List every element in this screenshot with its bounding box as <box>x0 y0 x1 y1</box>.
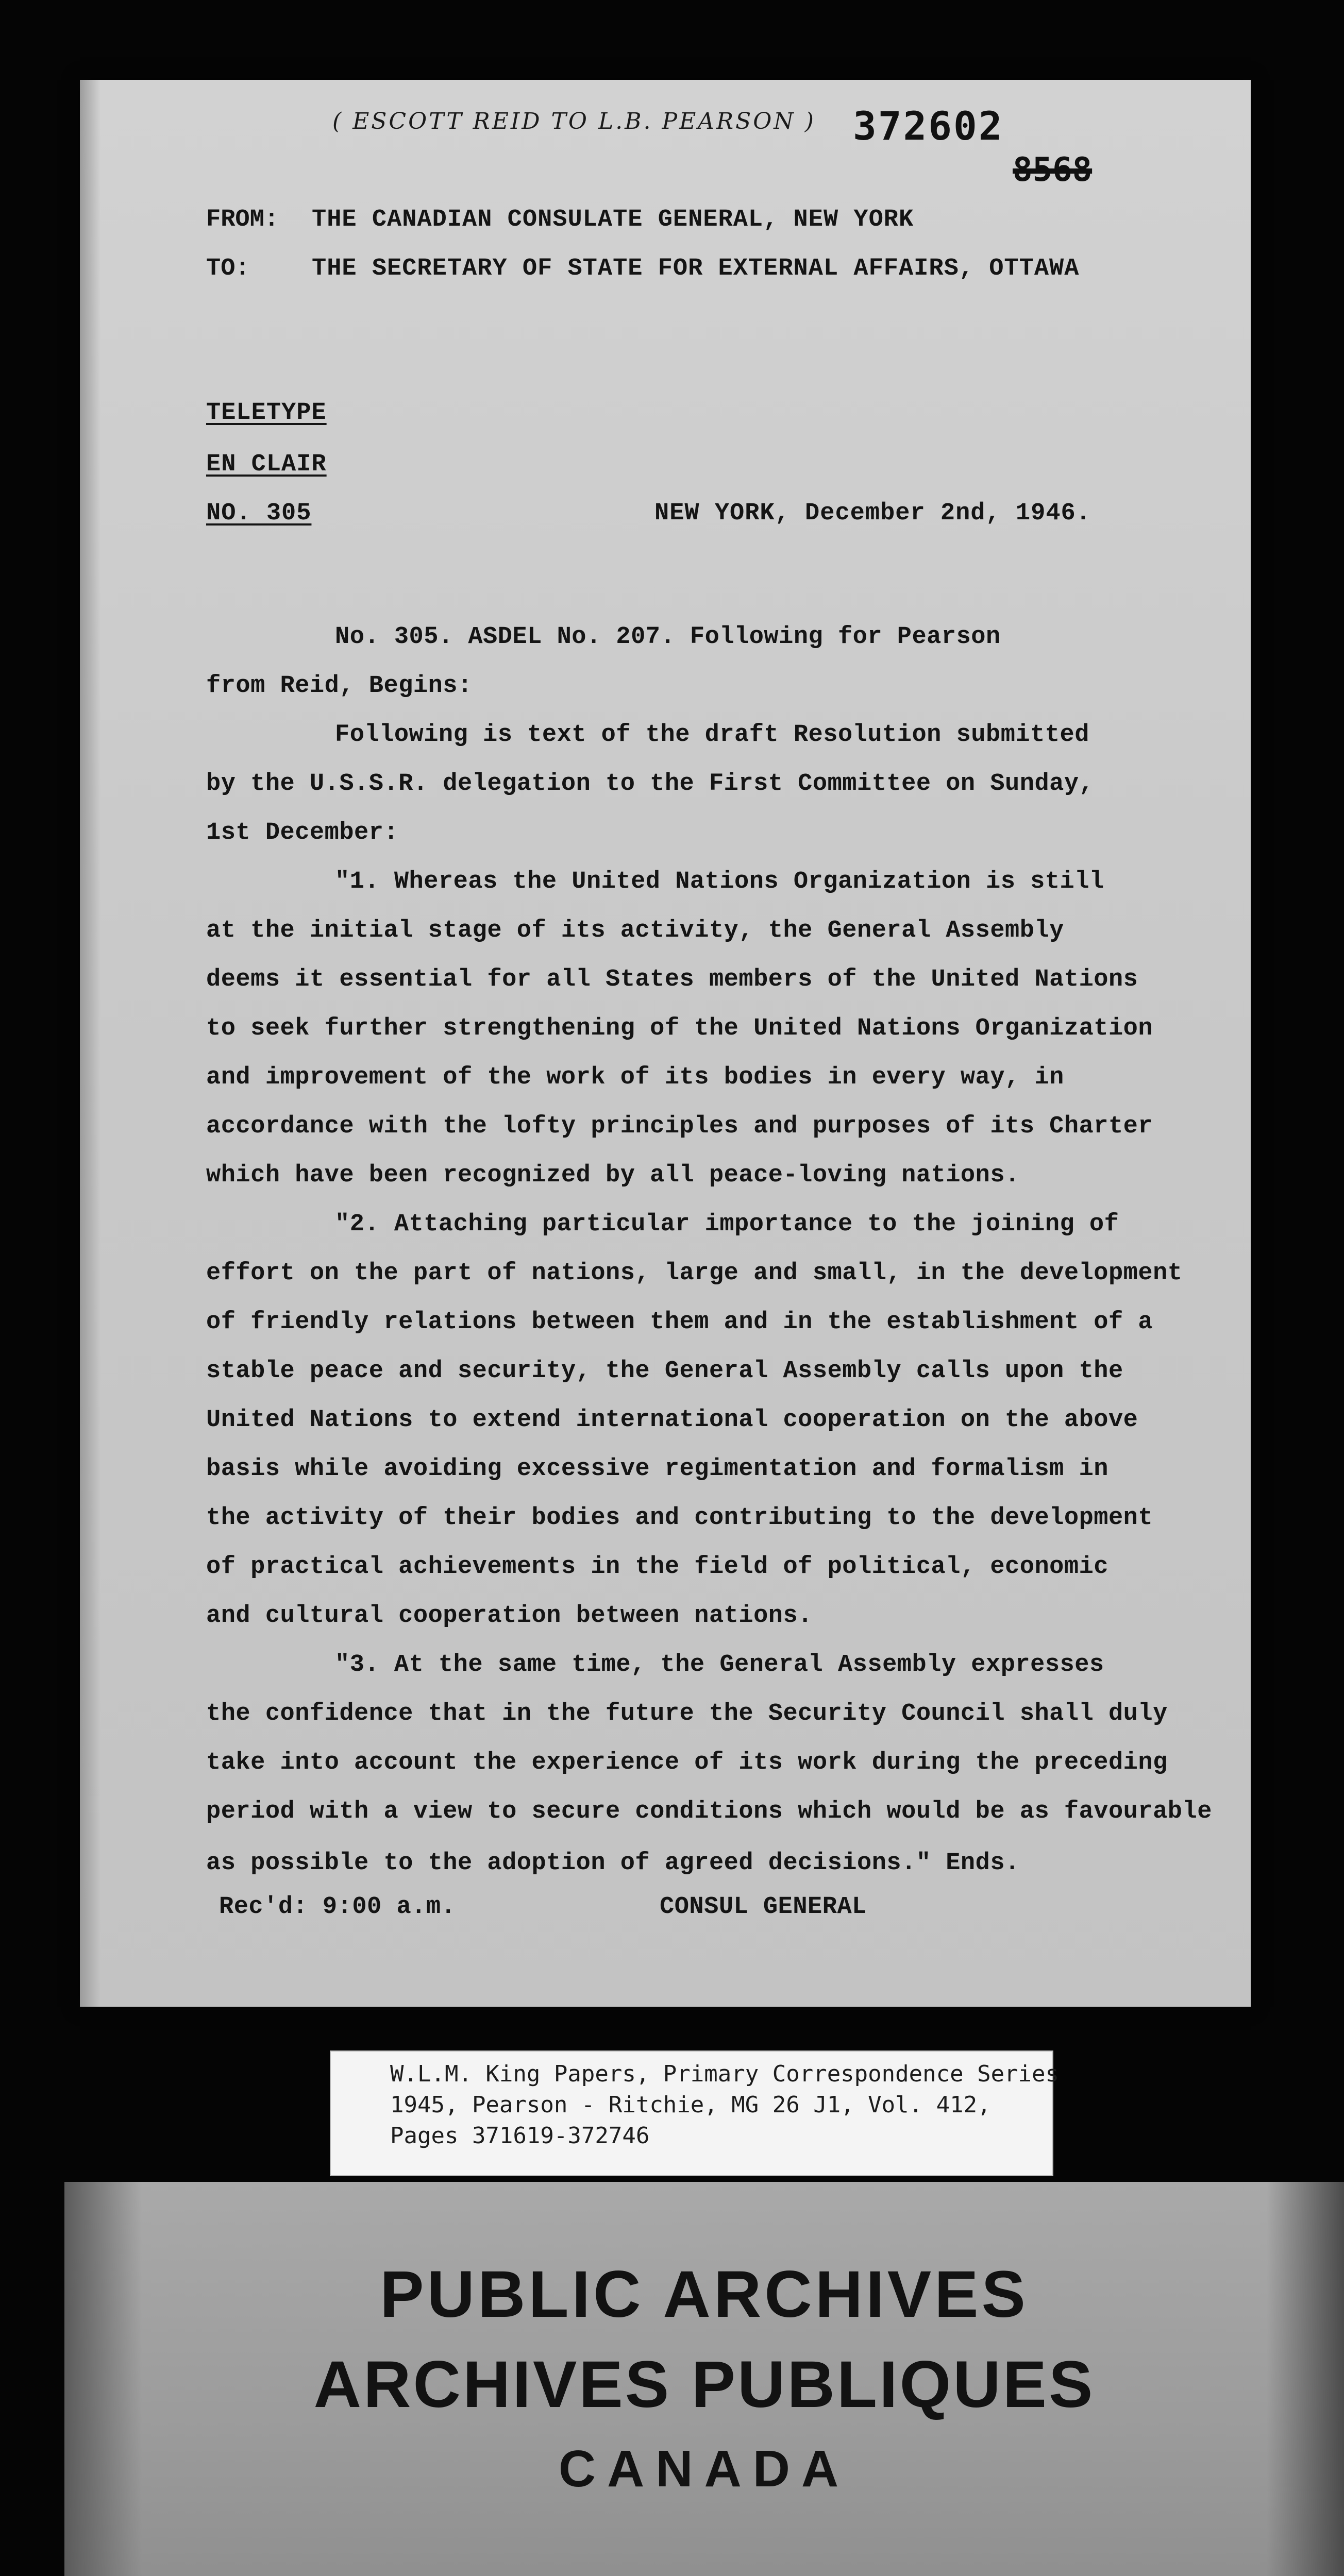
body-line: take into account the experience of its work during the preceding <box>206 1749 1168 1776</box>
struck-number <box>1007 147 1141 193</box>
body-line: "1. Whereas the United Nations Organization is still <box>335 868 1104 895</box>
archive-label-line: W.L.M. King Papers, Primary Correspondence Series <box>390 2061 1060 2087</box>
body-line: "2. Attaching particular importance to the joining of <box>335 1211 1119 1238</box>
body-line: which have been recognized by all peace-loving nations. <box>206 1162 1020 1189</box>
document-page <box>80 80 1251 2007</box>
body-line: the activity of their bodies and contributing to the development <box>206 1504 1153 1532</box>
body-line: "3. At the same time, the General Assembly expresses <box>335 1651 1104 1679</box>
body-line: Following is text of the draft Resolution submitted <box>335 721 1089 749</box>
signature: CONSUL GENERAL <box>660 1893 867 1921</box>
to-value: THE SECRETARY OF STATE FOR EXTERNAL AFFAIRS, OTTAWA <box>312 255 1080 282</box>
received-time: Rec'd: 9:00 a.m. <box>219 1893 456 1921</box>
body-line: accordance with the lofty principles and purposes of its Charter <box>206 1113 1153 1140</box>
from-label: FROM: <box>206 206 279 233</box>
body-line: and cultural cooperation between nations. <box>206 1602 813 1630</box>
archive-label <box>330 2050 1060 2176</box>
body-line: of practical achievements in the field of political, economic <box>206 1553 1108 1581</box>
stamp-line-1: PUBLIC ARCHIVES <box>380 2258 1029 2331</box>
body-line: basis while avoiding excessive regimentation and formalism in <box>206 1455 1108 1483</box>
archive-label-line: Pages 371619-372746 <box>390 2123 650 2149</box>
body-line: as possible to the adoption of agreed decisions." Ends. <box>206 1850 1020 1877</box>
body-line: period with a view to secure conditions which would be as favourable <box>206 1798 1212 1825</box>
to-label: TO: <box>206 255 250 282</box>
from-value: THE CANADIAN CONSULATE GENERAL, NEW YORK <box>312 206 914 233</box>
body-line: 1st December: <box>206 819 399 846</box>
body-line: deems it essential for all States members of the United Nations <box>206 966 1138 993</box>
archive-label-line: 1945, Pearson - Ritchie, MG 26 J1, Vol. 412, <box>390 2092 991 2118</box>
body-line: effort on the part of nations, large and small, in the development <box>206 1260 1183 1287</box>
teletype-label: TELETYPE <box>206 399 327 427</box>
body-line: United Nations to extend international cooperation on the above <box>206 1406 1138 1434</box>
body-line: No. 305. ASDEL No. 207. Following for Pearson <box>335 623 1001 651</box>
body-line: and improvement of the work of its bodies in every way, in <box>206 1064 1064 1091</box>
struck-number-text: 8568 <box>1013 151 1093 189</box>
place-date: NEW YORK, December 2nd, 1946. <box>654 500 1091 527</box>
en-clair-label: EN CLAIR <box>206 451 327 478</box>
body-line: of friendly relations between them and in the establishment of a <box>206 1309 1153 1336</box>
stamp-line-2: ARCHIVES PUBLIQUES <box>313 2348 1095 2421</box>
stamp-line-3: CANADA <box>558 2440 850 2498</box>
body-line: stable peace and security, the General Assembly calls upon the <box>206 1358 1123 1385</box>
document-number: 372602 <box>853 103 1004 149</box>
body-line: from Reid, Begins: <box>206 672 473 700</box>
body-line: by the U.S.S.R. delegation to the First Committee on Sunday, <box>206 770 1094 798</box>
handwritten-note: ( ESCOTT REID TO L.B. PEARSON ) <box>332 108 816 134</box>
message-number: NO. 305 <box>206 500 312 527</box>
body-line: to seek further strengthening of the United Nations Organization <box>206 1015 1153 1042</box>
body-line: at the initial stage of its activity, the General Assembly <box>206 917 1064 944</box>
body-line: the confidence that in the future the Security Council shall duly <box>206 1700 1168 1727</box>
archives-stamp <box>64 2182 1344 2576</box>
